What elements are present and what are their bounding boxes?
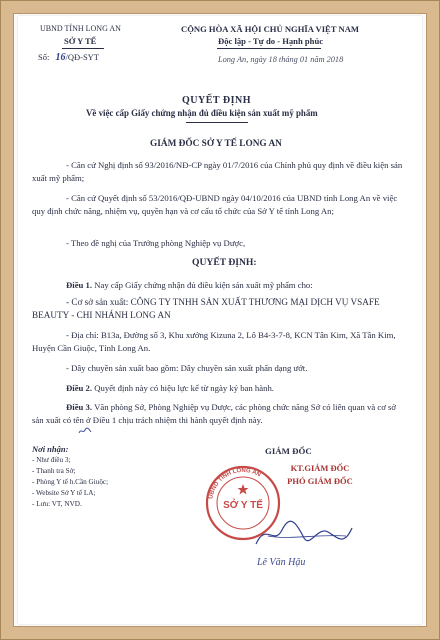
article-2 — [32, 382, 404, 395]
decide-heading: QUYẾT ĐỊNH: — [192, 257, 257, 268]
motto-underline — [217, 48, 321, 49]
preamble-1: - Căn cứ Nghị định số 93/2016/NĐ-CP ngày 01/7/2016 của Chính phủ quy định về điều kiện sản xuất mỹ phẩm; — [32, 160, 403, 183]
handwritten-signature — [248, 516, 358, 556]
article-3-label: Điều 3. — [66, 402, 93, 412]
article-2-label: Điều 2. — [66, 383, 93, 393]
document-number — [38, 53, 99, 63]
svg-text:UBND TỈNH LONG AN — [208, 468, 261, 500]
recipient-item: - Website Sở Y tế LA; — [32, 489, 96, 497]
decision-title: QUYẾT ĐỊNH — [182, 95, 251, 106]
motto: Độc lập - Tự do - Hạnh phúc — [218, 36, 324, 46]
nation-heading: CỘNG HÒA XÃ HỘI CHỦ NGHĨA VIỆT NAM — [181, 24, 360, 34]
stamp-deputy: PHÓ GIÁM ĐỐC — [287, 475, 353, 486]
department-name: SỞ Y TẾ — [64, 36, 97, 46]
article-1 — [32, 279, 404, 292]
decision-subject: Về việc cấp Giấy chứng nhận đủ điều kiện sản xuất mỹ phẩm — [86, 108, 318, 118]
signatory-name: Lê Văn Hậu — [257, 557, 306, 568]
initial-mark — [78, 427, 92, 435]
article-3-text: Văn phòng Sở, Phòng Nghiệp vụ Dược, các phòng chức năng Sở có liên quan và cơ sở sản xuất có tên ở Điều 1 chịu trách nhiệm thi hành quyết định này. — [32, 402, 396, 425]
production-lines: - Dây chuyền sản xuất bao gồm: Dây chuyền sản xuất phấn dạng ướt. — [66, 363, 308, 373]
deputy-stamp — [272, 464, 368, 485]
number-value: 16 — [55, 52, 66, 63]
subject-underline — [186, 122, 248, 123]
facility-name: CÔNG TY TNHH SẢN XUẤT THƯƠNG MẠI DỊCH VỤ VSAFE BEAUTY - CHI NHÁNH LONG AN — [32, 297, 380, 320]
article-2-text: Quyết định này có hiệu lực kể từ ngày ký ban hành. — [94, 383, 274, 393]
number-suffix: /QĐ-SYT — [65, 52, 99, 62]
seal-ring-text: UBND TỈNH LONG AN — [208, 467, 262, 500]
seal-center-text: SỞ Y TẾ — [223, 500, 263, 511]
number-label: Số: — [38, 52, 50, 62]
document-page — [18, 16, 422, 624]
recipient-item: - Phòng Y tế h.Cần Giuộc; — [32, 478, 109, 486]
department-underline — [62, 48, 104, 49]
recipient-item: - Thanh tra Sở; — [32, 467, 76, 475]
preamble-3: - Theo đề nghị của Trưởng phòng Nghiệp vụ Dược, — [66, 238, 246, 248]
issuing-authority: GIÁM ĐỐC SỞ Y TẾ LONG AN — [150, 139, 282, 149]
article-1-text: Nay cấp Giấy chứng nhận đủ điều kiện sản xuất mỹ phẩm cho: — [94, 280, 313, 290]
article-1-label: Điều 1. — [66, 280, 93, 290]
facility-address: - Địa chỉ: B13a, Đường số 3, Khu xưởng Kizuna 2, Lô B4-3-7-8, KCN Tân Kim, Xã Tân Kim, Huyện Cần Giuộc, Tỉnh Long An. — [32, 330, 396, 353]
stamp-kt: KT.GIÁM ĐỐC — [290, 463, 350, 473]
recipient-item: - Lưu: VT, NVD. — [32, 500, 82, 508]
recipient-item: - Như điều 3; — [32, 456, 71, 464]
place-date: Long An, ngày 18 tháng 01 năm 2018 — [218, 55, 344, 64]
facility-label: - Cơ sở sản xuất: — [66, 297, 129, 307]
facility — [32, 296, 404, 321]
recipients-title: Nơi nhận: — [32, 444, 69, 454]
preamble-2: - Căn cứ Quyết định số 53/2016/QĐ-UBND ngày 04/10/2016 của UBND tỉnh Long An về việc quy định chức năng, nhiệm vụ, quyền hạn và cơ cấu tổ chức của Sở Y tế tỉnh Long An; — [32, 193, 398, 216]
article-3 — [32, 401, 404, 426]
signatory-role: GIÁM ĐỐC — [265, 446, 312, 456]
agency-name: UBND TỈNH LONG AN — [40, 24, 121, 33]
